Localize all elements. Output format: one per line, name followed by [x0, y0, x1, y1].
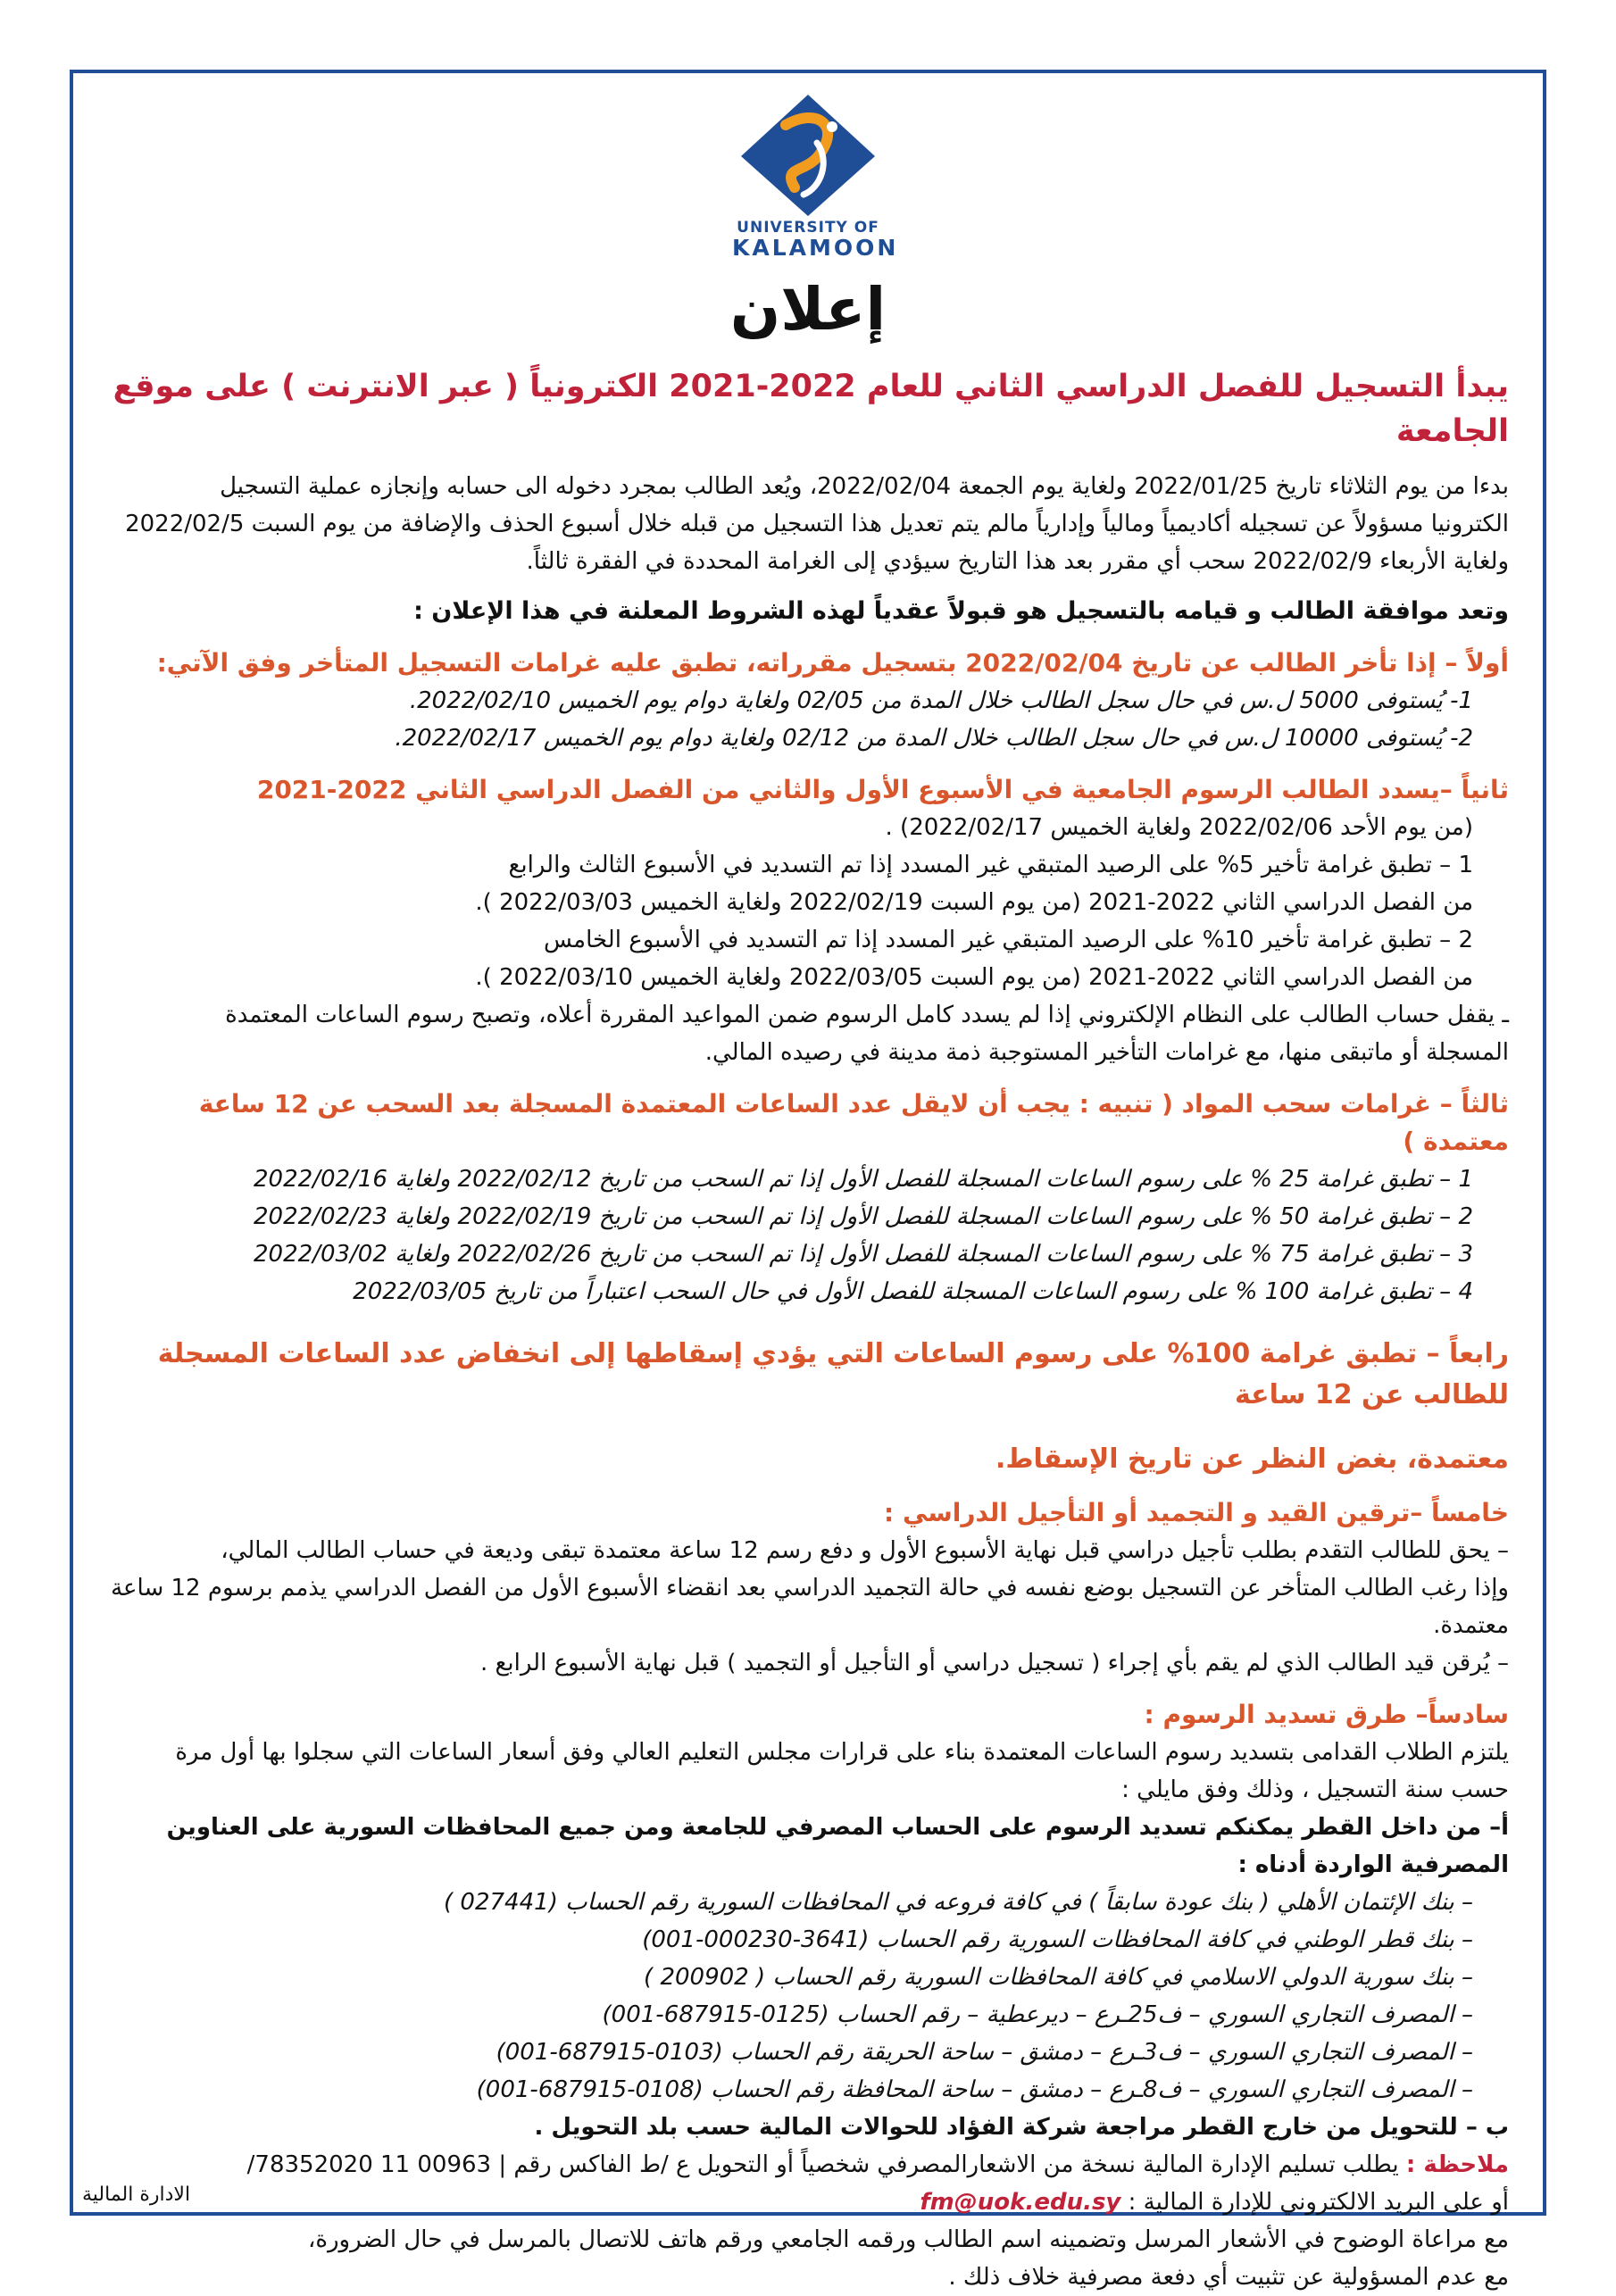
section-3-heading: ثالثاً – غرامات سحب المواد ( تنبيه : يجب أن لايقل عدد الساعات المعتمدة المسجلة بعد السحب عن 12 ساعة معتمدة ): [198, 1089, 1509, 1156]
section-4-text: معتمدة، بغض النظر عن تاريخ الإسقاط.: [995, 1443, 1509, 1475]
section-5-line: وإذا رغب الطالب المتأخر عن التسجيل بوضع نفسه في حالة التجميد الدراسي بعد انقضاء الأسبوع الأول من الفصل الدراسي يذمم برسوم 12 ساعة: [111, 1575, 1509, 1601]
intro-line: ولغاية الأربعاء 2022/02/9 سحب أي مقرر بعد هذا التاريخ سيؤدي إلى الغرامة المحددة في الفقرة ثالثاً.: [526, 548, 1509, 575]
logo-diamond-icon: [732, 89, 884, 219]
section-5-heading: خامساً –ترقين القيد و التجميد أو التأجيل الدراسي :: [884, 1498, 1509, 1527]
note-text-2: أو على البريد الالكتروني للإدارة المالية :: [1128, 2189, 1509, 2216]
agreement-text: وتعد موافقة الطالب و قيامه بالتسجيل هو قبولاً عقدياً لهذه الشروط المعلنة في هذا الإعلان :: [413, 597, 1509, 625]
bank-item: – بنك قطر الوطني في كافة المحافظات السورية رقم الحساب (3641-000230-001): [642, 1926, 1473, 1953]
note-text-1: يطلب تسليم الإدارة المالية نسخة من الاشعارالمصرفي شخصياً أو التحويل ع /ط الفاكس رقم | 00963 11 78352020/: [246, 2151, 1399, 2178]
section-4-text: رابعاً – تطبق غرامة 100% على رسوم الساعات التي يؤدي إسقاطها إلى انخفاض عدد الساعات المسجلة للطالب عن 12 ساعة: [157, 1338, 1509, 1410]
email-link[interactable]: fm@uok.edu.sy: [920, 2189, 1121, 2216]
section-6-line: حسب سنة التسجيل ، وذلك وفق مايلي :: [1121, 1776, 1509, 1803]
section-2-line: 2 – تطبق غرامة تأخير 10% على الرصيد المتبقي غير المسدد إذا تم التسديد في الأسبوع الخامس: [544, 927, 1473, 953]
section-2-line: (من يوم الأحد 2022/02/06 ولغاية الخميس 2022/02/17) .: [885, 814, 1473, 841]
section-6-heading: سادساً– طرق تسديد الرسوم :: [1144, 1700, 1509, 1729]
section-5-line: معتمدة.: [1433, 1612, 1509, 1639]
section-1-item: 1- يُستوفى 5000 ل.س في حال سجل الطالب خلال المدة من 02/05 ولغاية دوام يوم الخميس 2022/02/10.: [409, 687, 1473, 714]
signature: الادارة المالية: [82, 2184, 191, 2206]
headline: يبدأ التسجيل للفصل الدراسي الثاني للعام 2022-2021 الكترونياً ( عبر الانترنت ) على موقع الجامعة: [112, 369, 1509, 449]
section-5-line: – يحق للطالب التقدم بطلب تأجيل دراسي قبل نهاية الأسبوع الأول و دفع رسم 12 ساعة معتمدة تبقى وديعة في حساب الطالب المالي،: [221, 1537, 1509, 1564]
bank-item: – المصرف التجاري السوري – ف25ـرع – ديرعطية – رقم الحساب (0125-687915-001): [602, 2001, 1473, 2028]
section-6-sub-a: أ– من داخل القطر يمكنكم تسديد الرسوم على الحساب المصرفي للجامعة ومن جميع المحافظات السورية على العناوين المصرفية الواردة أدناه :: [166, 1814, 1509, 1878]
section-3-item: 3 – تطبق غرامة 75 % على رسوم الساعات المسجلة للفصل الأول إذا تم السحب من تاريخ 2022/02/26 ولغاية 2022/03/02: [254, 1241, 1473, 1268]
section-3-item: 1 – تطبق غرامة 25 % على رسوم الساعات المسجلة للفصل الأول إذا تم السحب من تاريخ 2022/02/12 ولغاية 2022/02/16: [254, 1166, 1473, 1193]
section-6-line: يلتزم الطلاب القدامى بتسديد رسوم الساعات المعتمدة بناء على قرارات مجلس التعليم العالي وفق أسعار الساعات التي سجلوا بها أول مرة: [175, 1739, 1509, 1766]
section-3-item: 4 – تطبق غرامة 100 % على رسوم الساعات المسجلة للفصل الأول في حال السحب اعتباراً من تاريخ 2022/03/05: [353, 1278, 1473, 1305]
note-line-2: [107, 2184, 1509, 2221]
announcement-body: [107, 364, 1509, 2296]
section-2-line: من الفصل الدراسي الثاني 2022-2021 (من يوم السبت 2022/03/05 ولغاية الخميس 2022/03/10 ).: [475, 964, 1473, 991]
section-5-line: – يُرقن قيد الطالب الذي لم يقم بأي إجراء ( تسجيل دراسي أو التأجيل أو التجميد ) قبل نهاية الأسبوع الرابع .: [480, 1650, 1509, 1676]
bank-item: – المصرف التجاري السوري – ف8ـرع – دمشق – ساحة المحافظة رقم الحساب (0108-687915-001): [476, 2076, 1473, 2103]
section-3-item: 2 – تطبق غرامة 50 % على رسوم الساعات المسجلة للفصل الأول إذا تم السحب من تاريخ 2022/02/19 ولغاية 2022/02/23: [254, 1203, 1473, 1230]
section-1-heading: أولاً – إذا تأخر الطالب عن تاريخ 2022/02/04 بتسجيل مقرراته، تطبق عليه غرامات التسجيل المتأخر وفق الآتي:: [156, 648, 1509, 678]
university-logo: [732, 89, 899, 263]
section-2-line: من الفصل الدراسي الثاني 2022-2021 (من يوم السبت 2022/02/19 ولغاية الخميس 2022/03/03 ).: [475, 889, 1473, 916]
section-6-sub-b: ب – للتحويل من خارج القطر مراجعة شركة الفؤاد للحوالات المالية حسب بلد التحويل .: [534, 2114, 1509, 2141]
note-line-4: مع عدم المسؤولية عن تثبيت أي دفعة مصرفية خلاف ذلك .: [948, 2264, 1509, 2291]
intro-line: بدءا من يوم الثلاثاء تاريخ 2022/01/25 ولغاية يوم الجمعة 2022/02/04، ويُعد الطالب بمجرد دخوله الى حسابه وإنجازه عملية التسجيل: [220, 473, 1509, 500]
note-label: ملاحظة :: [1405, 2151, 1509, 2178]
bank-item: – بنك الإئتمان الأهلي ( بنك عودة سابقاً ) في كافة فروعه في المحافظات السورية رقم الحساب (027441 ): [444, 1889, 1473, 1916]
section-2-heading: ثانياً –يسدد الطالب الرسوم الجامعية في الأسبوع الأول والثاني من الفصل الدراسي الثاني 2022-2021: [256, 775, 1509, 804]
logo-text-university-of: UNIVERSITY OF: [737, 219, 879, 237]
logo-text-kalamoon: KALAMOON: [732, 235, 899, 261]
section-2-line: المسجلة أو ماتبقى منها، مع غرامات التأخير المستوجبة ذمة مدينة في رصيده المالي.: [704, 1039, 1509, 1066]
note-line-1: [107, 2146, 1509, 2184]
section-2-line: 1 – تطبق غرامة تأخير 5% على الرصيد المتبقي غير المسدد إذا تم التسديد في الأسبوع الثالث والرابع: [508, 852, 1473, 878]
intro-line: الكترونيا مسؤولاً عن تسجيله أكاديمياً ومالياً وإدارياً مالم يتم تعديل هذا التسجيل من قبله خلال أسبوع الحذف والإضافة من يوم السبت 2022/02/5: [125, 511, 1509, 537]
bank-item: – بنك سورية الدولي الاسلامي في كافة المحافظات السورية رقم الحساب ( 200902 ): [644, 1964, 1473, 1991]
section-1-item: 2- يُستوفى 10000 ل.س في حال سجل الطالب خلال المدة من 02/12 ولغاية دوام يوم الخميس 2022/02/17.: [395, 725, 1473, 752]
note-line-3: مع مراعاة الوضوح في الأشعار المرسل وتضمينه اسم الطالب ورقمه الجامعي ورقم هاتف للاتصال بالمرسل في حال الضرورة،: [307, 2226, 1509, 2253]
bank-item: – المصرف التجاري السوري – ف3ـرع – دمشق – ساحة الحريقة رقم الحساب (0103-687915-001): [496, 2039, 1473, 2066]
page-title: إعلان: [729, 275, 887, 344]
section-2-line: ـ يقفل حساب الطالب على النظام الإلكتروني إذا لم يسدد كامل الرسوم ضمن المواعيد المقررة أعلاه، وتصبح رسوم الساعات المعتمدة: [225, 1002, 1509, 1028]
